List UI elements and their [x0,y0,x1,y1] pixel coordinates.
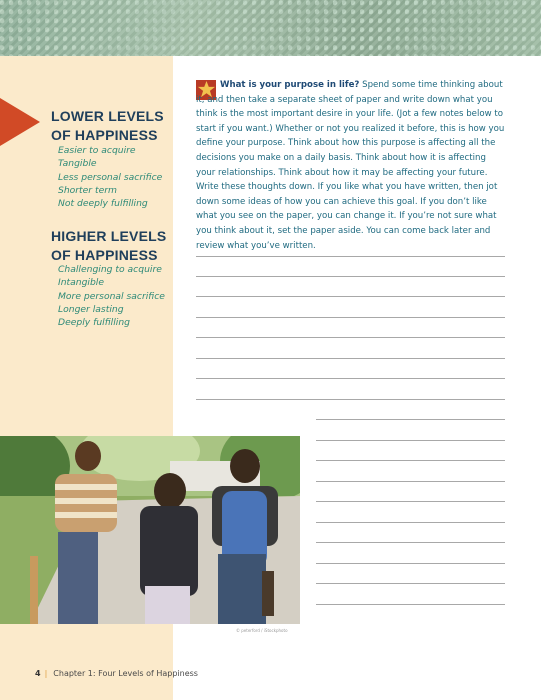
writing-line [316,563,505,564]
higher-levels-list [58,263,165,329]
higher-levels-heading: HIGHER LEVELS OF HAPPINESS [51,228,167,263]
photo-credit: © peterford / iStockphoto [236,628,288,633]
writing-line [316,522,505,523]
writing-line [196,296,505,297]
writing-line [316,501,505,502]
lower-levels-list [58,144,162,210]
lower-levels-heading: LOWER LEVELS OF HAPPINESS [51,108,164,143]
footer-separator: | [44,669,48,678]
writing-line [196,378,505,379]
list-item: Challenging to acquire [58,264,162,275]
list-item: Deeply fulfilling [58,317,130,329]
activity-question: What is your purpose in life? [220,80,360,90]
list-item: Longer lasting [58,303,124,315]
header-banner [0,0,541,56]
writing-line [196,256,505,257]
activity-body: Spend some time thinking about it, and then take a separate sheet of paper and write down what you think is the most important desire in your life. (Jot a few notes below to start if you want.) Whether or not you realized it before, this is how you define your purpose. Think about how this purpose is affecting all the decisions you make on a daily basis. Think about how it is affecting your relationships. Think about how it may be affecting your future. Write these thoughts down. If you like what you have written, then jot down some ideas of how you can achieve this goal. If you don’t like what you see on the paper, you can change it. If you’re not sure what you think about it, set the paper aside. You can come back later and review what you’ve written. [196,80,505,251]
writing-line [196,399,505,400]
arrow-marker-icon [0,98,40,146]
writing-line [316,604,505,605]
list-item: More personal sacrifice [58,290,165,302]
writing-line [316,440,505,441]
writing-line [196,337,505,338]
writing-line [316,460,505,461]
list-item: Not deeply fulfilling [58,198,148,210]
list-item: Intangible [58,277,105,289]
list-item: Tangible [58,158,97,170]
list-item: Easier to acquire [58,145,136,156]
writing-line [196,276,505,277]
photo-illustration [0,436,300,624]
list-item: Shorter term [58,184,117,196]
page-number: 4 [35,669,41,678]
writing-line [196,358,505,359]
page-footer [35,669,198,678]
writing-line [196,317,505,318]
list-item: Less personal sacrifice [58,171,163,183]
writing-line [316,583,505,584]
writing-line [316,542,505,543]
writing-line [316,419,505,420]
chapter-title: Chapter 1: Four Levels of Happiness [53,669,198,678]
activity-text [196,78,506,253]
teens-walking-photo [0,436,300,624]
writing-line [316,481,505,482]
